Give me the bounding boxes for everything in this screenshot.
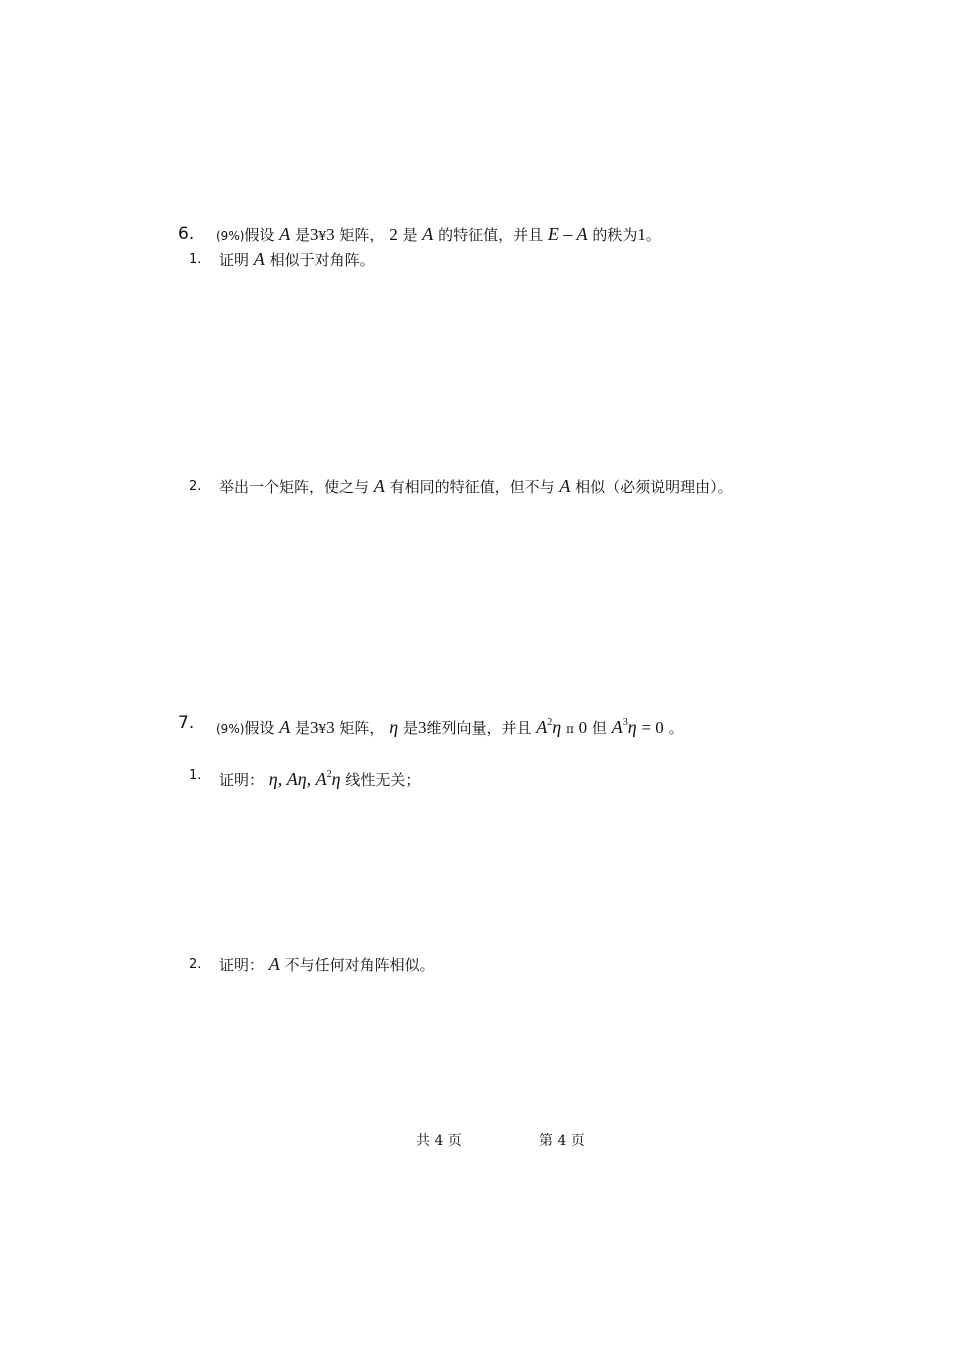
question-6-part-2-number: 2.: [189, 479, 202, 494]
question-6-number: 6.: [178, 224, 195, 244]
question-6-statement: (9%)假设 A 是3¥3 矩阵， 2 是 A 的特征值，并且 E – A 的秩为1。: [216, 224, 661, 244]
question-7-statement: (9%)假设 A 是3¥3 矩阵， η 是3维列向量，并且 $A^2\eta$ π 0 但 $A^3\eta = 0$ 。: [216, 717, 684, 737]
question-6-part-1: 证明 A 相似于对角阵。: [219, 249, 375, 269]
question-7-part-1: 证明： η, Aη, $A^2\eta$ 线性无关；: [219, 769, 421, 789]
question-7-part-1-number: 1.: [189, 768, 202, 783]
question-7-part-2-number: 2.: [189, 957, 202, 972]
footer-page-number: 第 4 页: [539, 1133, 585, 1149]
question-7-score: (9%): [216, 722, 245, 736]
question-6-part-2: 举出一个矩阵，使之与 A 有相同的特征值，但不与 A 相似（必须说明理由）。: [219, 476, 733, 496]
footer-total-pages: 共 4 页: [416, 1133, 462, 1149]
question-7-part-2: 证明： A 不与任何对角阵相似。: [219, 954, 435, 974]
question-6-score: (9%): [216, 229, 245, 243]
question-7-number: 7.: [178, 713, 195, 733]
question-6-part-1-number: 1.: [189, 252, 202, 267]
